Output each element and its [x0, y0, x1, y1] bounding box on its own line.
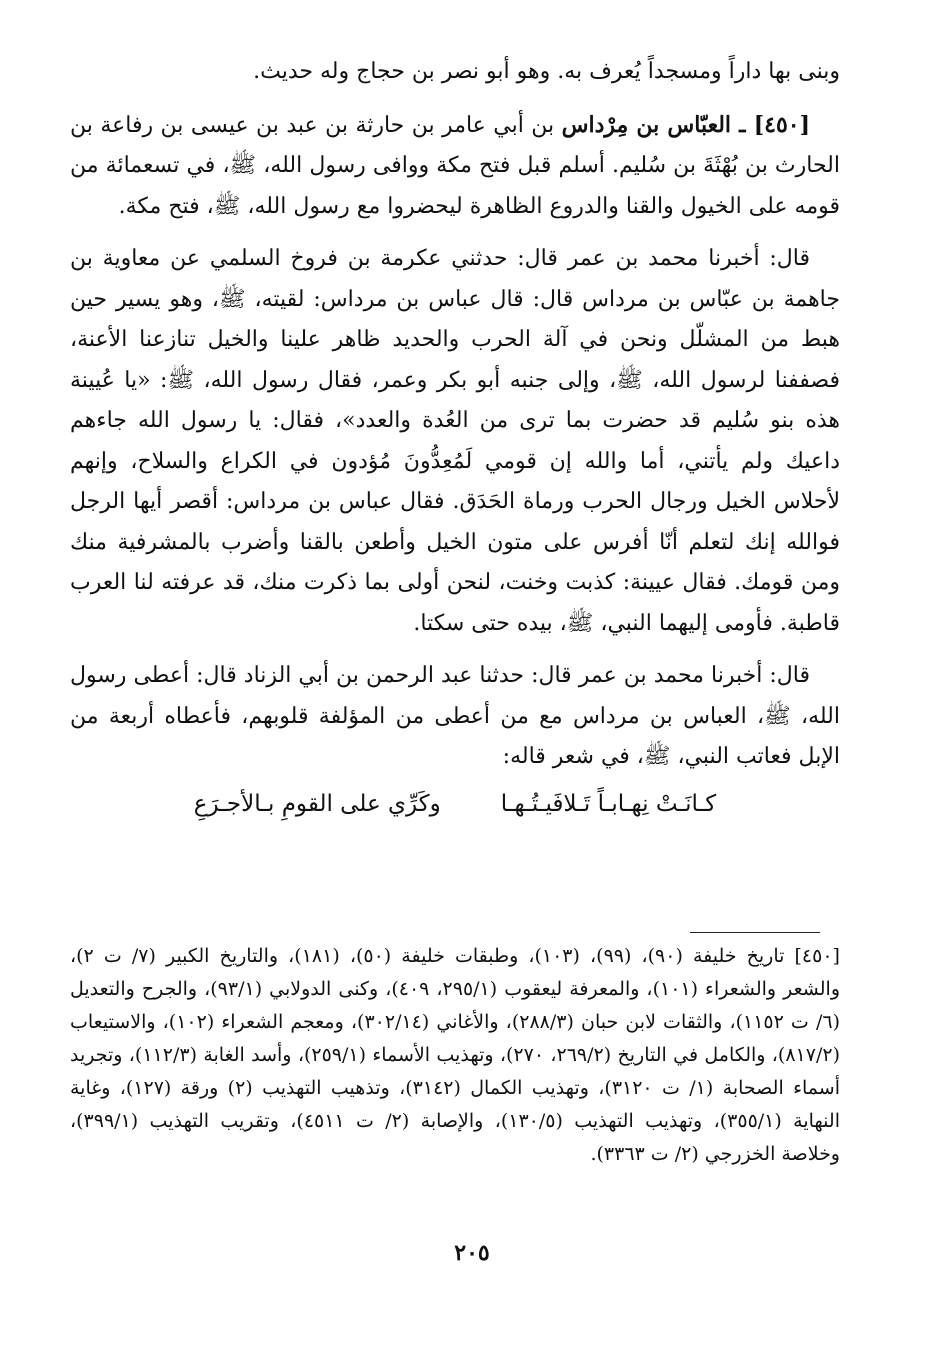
poem-hemistich-first: كـانَـتْ نِهـابـاً تَـلافَيـتُـهـا	[500, 790, 717, 817]
entry-heading: [٤٥٠] ـ العبّاس بن مِرْداس	[561, 111, 810, 138]
entry-text: بن أبي عامر بن حارثة بن عبد بن عيسى بن رفاعة بن الحارث بن بُهْثَةَ بن سُليم. أسلم قبل فتح مكة ووافى رسول الله، ﷺ، في تسعمائة من قومه على الخيول والقنا والدروع الظاهرة ليحضروا مع رسول الله، ﷺ، فتح مكة.	[70, 112, 840, 219]
poem-hemistich-second: وكَرِّي على القومِ بـالأجـرَعِ	[193, 790, 441, 817]
footnote-450: [٤٥٠] تاريخ خليفة (٩٠)، (٩٩)، (١٠٣)، وطبقات خليفة (٥٠)، (١٨١)، والتاريخ الكبير (٧/ ت ٢)، والشعر والشعراء (١٠١)، والمعرفة ليعقوب (٢٩٥/١، ٤٠٩)، وكنى الدولابي (٩٣/١)، والجرح والتعديل (٦/ ت ١١٥٢)، والثقات لابن حبان (٢٨٨/٣)، والأغاني (٣٠٢/١٤)، ومعجم الشعراء (١٠٢)، والاستيعاب (٨١٧/٢)، والكامل في التاريخ (٢٦٩/٢، ٢٧٠)، وتهذيب الأسماء (٢٥٩/١)، وأسد الغابة (١١٢/٣)، وتجريد أسماء الصحابة (١/ ت ٣١٢٠)، وتهذيب الكمال (٣١٤٢)، وتذهيب التهذيب (٢) ورقة (١٢٧)، وغاية النهاية (٣٥٥/١)، وتهذيب التهذيب (١٣٠/٥)، والإصابة (٢/ ت ٤٥١١)، وتقريب التهذيب (٣٩٩/١)، وخلاصة الخزرجي (٢/ ت ٣٣٦٣).	[70, 945, 840, 1165]
poem-verse	[70, 782, 840, 826]
narration-paragraph-1: قال: أخبرنا محمد بن عمر قال: حدثني عكرمة بن فروخ السلمي عن معاوية بن جاهمة بن عبّاس بن مرداس قال: قال عباس بن مرداس: لقيته، ﷺ، وهو يسير حين هبط من المشلّل ونحن في آلة الحرب والحديد ظاهر علينا والخيل تنازعنا الأعنة، فصففنا لرسول الله، ﷺ، وإلى جنبه أبو بكر وعمر، فقال رسول الله، ﷺ: «يا عُيينة هذه بنو سُليم قد حضرت بما ترى من العُدة والعدد»، فقال: يا رسول الله جاءهم داعيك ولم يأتني، أما والله إن قومي لَمُعِدُّونَ مُؤدون في الكراع والسلاح، وإنهم لأحلاس الخيل ورجال الحرب ورماة الحَدَق. فقال عباس بن مرداس: أقصر أيها الرجل فوالله إنك لتعلم أنّا أفرس على متون الخيل وأطعن بالقنا وأضرب بالمشرفية منك ومن قومك. فقال عيينة: كذبت وخنت، لنحن أولى بما ذكرت منك، قد عرفته لنا العرب قاطبة. فأومى إليهما النبي، ﷺ، بيده حتى سكتا.	[70, 246, 840, 636]
footnotes	[70, 940, 840, 1171]
entry-paragraph	[70, 105, 840, 228]
intro-paragraph: وبنى بها داراً ومسجداً يُعرف به. وهو أبو نصر بن حجاج وله حديث.	[253, 59, 840, 84]
narration-paragraph-2: قال: أخبرنا محمد بن عمر قال: حدثنا عبد الرحمن بن أبي الزناد قال: أعطى رسول الله، ﷺ، العباس بن مرداس مع من أعطى من المؤلفة قلوبهم، فأعطاه أربعة من الإبل فعاتب النبي، ﷺ، في شعر قاله:	[70, 663, 840, 769]
spacer	[70, 644, 840, 656]
footnote-separator	[690, 932, 820, 933]
spacer	[70, 227, 840, 239]
main-text	[70, 52, 840, 826]
spacer	[70, 93, 840, 105]
page-number: ٢٠٥	[454, 1240, 490, 1266]
